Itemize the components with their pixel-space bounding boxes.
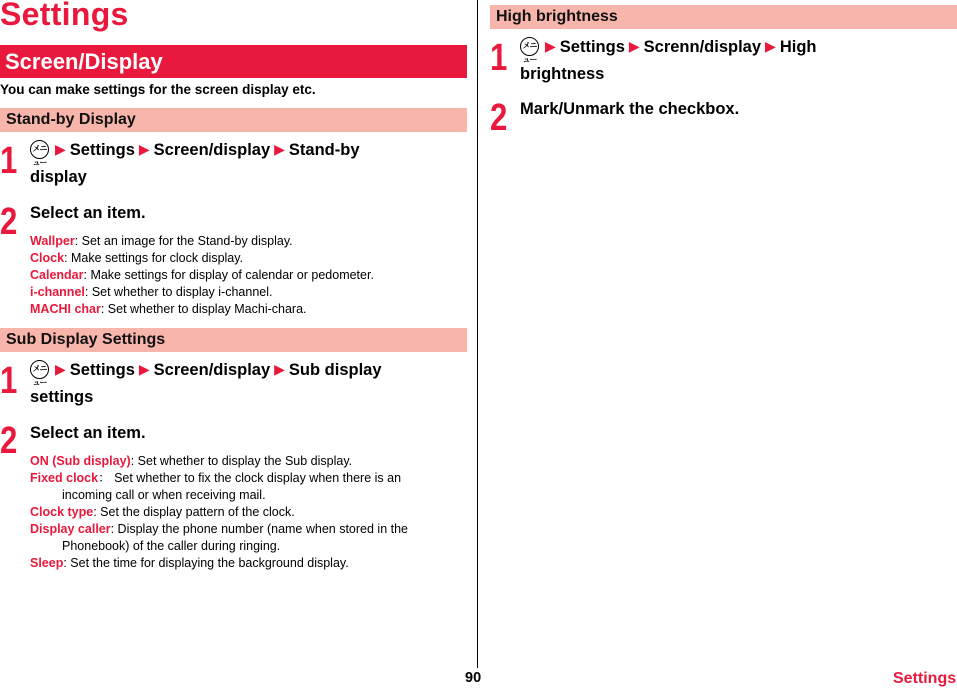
page-number: 90 xyxy=(465,670,482,686)
path-item: Settings xyxy=(559,38,625,56)
path-item: brightness xyxy=(520,65,605,83)
step-number: 1 xyxy=(490,37,508,79)
step-instruction xyxy=(520,34,950,88)
arrow-icon: ▶ xyxy=(274,141,285,157)
section-header-screen-display: Screen/Display xyxy=(0,45,467,78)
step-instruction: Select an item. xyxy=(30,204,146,222)
arrow-icon: ▶ xyxy=(628,38,640,54)
menu-key-icon: メニュー xyxy=(30,360,49,379)
subsection-header-high-brightness: High brightness xyxy=(490,5,957,29)
item-list xyxy=(30,233,460,318)
step-number: 1 xyxy=(0,360,18,402)
step-instruction xyxy=(30,357,465,411)
footer-chapter-label: Settings xyxy=(893,670,957,687)
list-item: Clock: Make settings for clock display. xyxy=(30,251,244,265)
path-item: display xyxy=(30,168,87,186)
list-item: MACHI char: Set whether to display Machi-chara. xyxy=(30,302,307,316)
page-title: Settings xyxy=(0,0,129,32)
path-item: Stand-by xyxy=(288,141,360,159)
path-item: Screen/display xyxy=(153,141,271,159)
list-item: Calendar: Make settings for display of calendar or pedometer. xyxy=(30,268,374,282)
step-instruction: Select an item. xyxy=(30,424,146,442)
path-item: High xyxy=(779,38,817,56)
column-divider xyxy=(477,0,478,668)
path-item: Settings xyxy=(69,141,135,159)
section-intro: You can make settings for the screen display etc. xyxy=(0,82,316,97)
list-item: Clock type: Set the display pattern of the clock. xyxy=(30,505,295,519)
step-instruction xyxy=(30,137,460,191)
menu-key-icon: メニュー xyxy=(520,37,539,56)
arrow-icon: ▶ xyxy=(138,361,150,377)
list-item: Wallper: Set an image for the Stand-by display. xyxy=(30,234,293,248)
step-number: 2 xyxy=(0,420,18,462)
path-item: Settings xyxy=(69,361,135,379)
arrow-icon: ▶ xyxy=(545,38,556,54)
menu-key-icon: メニュー xyxy=(30,140,49,159)
arrow-icon: ▶ xyxy=(765,38,776,54)
step-number: 2 xyxy=(0,201,18,243)
arrow-icon: ▶ xyxy=(55,361,66,377)
list-item: Sleep: Set the time for displaying the background display. xyxy=(30,556,349,570)
item-list xyxy=(30,453,460,572)
path-item: Sub display xyxy=(288,361,382,379)
step-instruction: Mark/Unmark the checkbox. xyxy=(520,100,740,118)
arrow-icon: ▶ xyxy=(138,141,150,157)
step-number: 2 xyxy=(490,97,508,139)
path-item: Screnn/display xyxy=(643,38,762,56)
arrow-icon: ▶ xyxy=(274,361,285,377)
list-item: Display caller: Display the phone number (name when stored in the Phonebook) of the caller during ringing. xyxy=(30,522,409,553)
step-number: 1 xyxy=(0,140,18,182)
list-item: Fixed clock： Set whether to fix the clock display when there is an incoming call or when receiving mail. xyxy=(30,471,402,502)
arrow-icon: ▶ xyxy=(55,141,66,157)
list-item: ON (Sub display): Set whether to display the Sub display. xyxy=(30,454,353,468)
path-item: settings xyxy=(30,388,94,406)
subsection-header-sub-display: Sub Display Settings xyxy=(0,328,467,352)
list-item: i-channel: Set whether to display i-channel. xyxy=(30,285,273,299)
subsection-header-standby: Stand-by Display xyxy=(0,108,467,132)
path-item: Screen/display xyxy=(153,361,271,379)
